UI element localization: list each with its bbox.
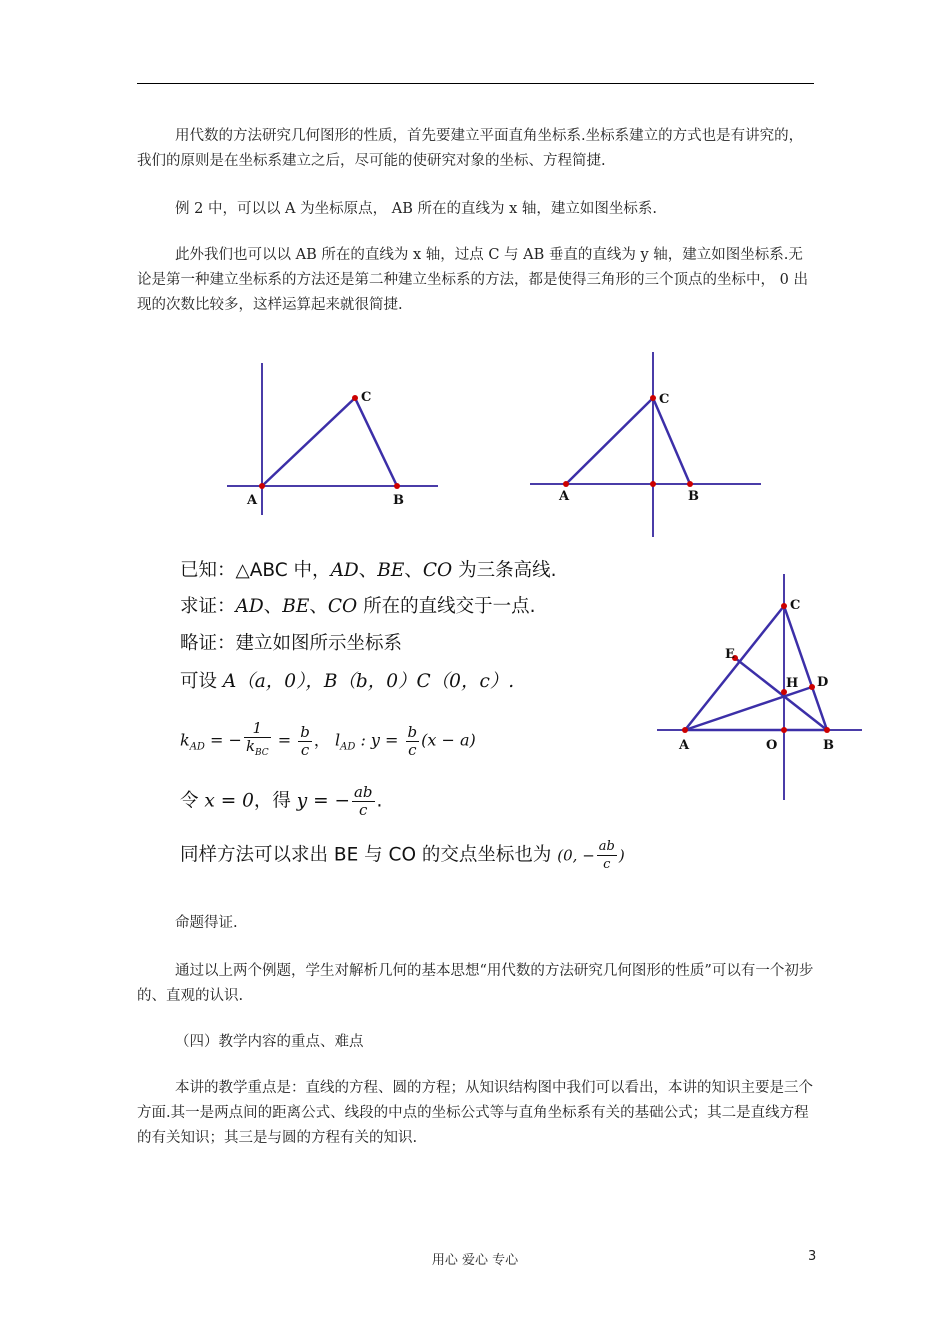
point-c — [650, 395, 656, 401]
footer-text: 用心 爱心 专心 — [431, 1253, 519, 1268]
label-c: C — [361, 390, 372, 405]
proof-to-prove: 求证：AD、BE、CO 所在的直线交于一点. — [180, 596, 536, 617]
point-b — [824, 727, 830, 733]
figure-orthocenter — [655, 570, 865, 805]
point-o — [781, 727, 787, 733]
point-b — [687, 481, 693, 487]
proof-intersection: 令 x = 0，得 y = − $\frac{ab}{c}$ . — [180, 783, 383, 819]
section-heading: （四）教学内容的重点、难点 — [175, 1034, 364, 1050]
paragraph-summary: 通过以上两个例题，学生对解析几何的基本思想“用代数的方法研究几何图形的性质”可以有一个初步的、直观的认识. — [137, 963, 814, 1004]
label-c: C — [790, 598, 801, 613]
figure-coordinate-system-1 — [225, 360, 440, 520]
label-b: B — [823, 738, 834, 753]
triangle-abc — [685, 606, 827, 730]
label-a: A — [679, 738, 690, 753]
point-d — [809, 684, 815, 690]
header-rule — [137, 83, 814, 84]
point-b — [394, 483, 400, 489]
point-origin — [650, 481, 656, 487]
paragraph-proved: 命题得证. — [175, 915, 238, 931]
proof-same-method: 同样方法可以求出 BE 与 CO 的交点坐标也为 (0, − $\frac{ab}{c}$ ) — [180, 839, 625, 872]
label-b: B — [393, 493, 404, 508]
label-b: B — [688, 489, 699, 504]
label-d: D — [817, 675, 829, 690]
label-h: H — [786, 676, 799, 691]
paragraph-intro: 用代数的方法研究几何图形的性质，首先要建立平面直角坐标系.坐标系建立的方式也是有讲究的，我们的原则是在坐标系建立之后，尽可能的使研究对象的坐标、方程简捷. — [137, 128, 804, 169]
label-a: A — [247, 493, 258, 508]
triangle-abc — [566, 398, 690, 484]
triangle-abc — [262, 398, 397, 486]
label-e: E — [725, 647, 735, 662]
figure-coordinate-system-2 — [528, 350, 763, 540]
point-a — [563, 481, 569, 487]
paragraph-example2: 例 2 中，可以以 A 为坐标原点， AB 所在的直线为 x 轴，建立如图坐标系. — [175, 201, 657, 217]
proof-slope-formula: $k_{AD}$ = − $\frac{1}{k_{BC}}$ = $\frac{b}{c}$ ， $l_{AD}$ : y = $\frac{b}{c}$ (x − a) — [180, 719, 476, 759]
paragraph-key-points: 本讲的教学重点是：直线的方程、圆的方程；从知识结构图中我们可以看出，本讲的知识主要是三个方面.其一是两点间的距离公式、线段的中点的坐标公式等与直角坐标系有关的基础公式；其二是直线方程的有关知识；其三是与圆的方程有关的知识. — [137, 1080, 813, 1146]
label-o: O — [766, 738, 778, 753]
altitude-ad — [685, 687, 812, 730]
point-a — [259, 483, 265, 489]
proof-given: 已知：△ABC 中，AD、BE、CO 为三条高线. — [180, 560, 557, 581]
point-c — [352, 395, 358, 401]
paragraph-alternative: 此外我们也可以以 AB 所在的直线为 x 轴，过点 C 与 AB 垂直的直线为 y 轴，建立如图坐标系.无论是第一种建立坐标系的方法还是第二种建立坐标系的方法，都是使得三角形的三个顶点的坐标中， 0 出现的次数比较多，这样运算起来就很简捷. — [137, 247, 808, 313]
point-a — [682, 727, 688, 733]
proof-sketch: 略证：建立如图所示坐标系 — [180, 633, 403, 654]
point-c — [781, 603, 787, 609]
label-a: A — [559, 489, 570, 504]
proof-coordinates: 可设 A（a，0），B（b，0）C（0，c）. — [180, 671, 515, 692]
label-c: C — [659, 392, 670, 407]
page-number: 3 — [808, 1249, 817, 1264]
